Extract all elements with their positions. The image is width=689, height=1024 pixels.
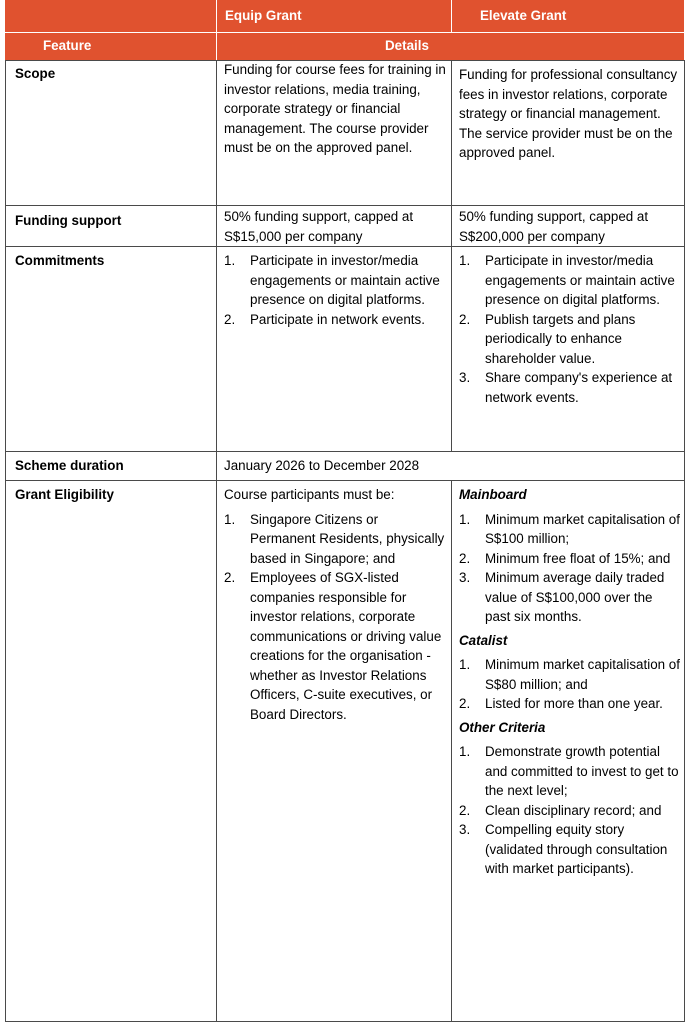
header-feature: Feature — [43, 38, 92, 53]
row-line-commitments-top — [5, 246, 684, 247]
list-item: 2. Publish targets and plans periodically to enhance shareholder value. — [459, 311, 636, 366]
commitments-elevate-list — [459, 251, 681, 407]
eligibility-equip-intro: Course participants must be: — [224, 487, 395, 502]
mainboard-heading: Mainboard — [459, 487, 527, 502]
header-elevate-cell — [451, 0, 684, 32]
row-line-duration-top — [5, 451, 684, 452]
funding-elevate-text: 50% funding support, capped at S$200,000 per company — [459, 209, 649, 244]
header-equip-grant: Equip Grant — [225, 8, 302, 23]
header-feature-cell — [5, 33, 216, 60]
header-divider-vertical — [216, 0, 217, 60]
row-label-scheme-duration: Scheme duration — [15, 458, 124, 473]
col-line-mid2-top — [451, 60, 452, 451]
row-label-commitments: Commitments — [15, 253, 105, 268]
commitments-equip-list — [224, 251, 446, 329]
list-item: 1. Minimum market capitalisation of S$80 million; and — [459, 657, 680, 692]
list-item: 2. Employees of SGX-listed companies responsible for investor relations, corporate communications or driving value creations for the organisation - whether as Investor Relations Officers, C-suite executives, or Board Directors. — [224, 570, 442, 722]
header-elevate-grant: Elevate Grant — [480, 8, 567, 23]
header-divider — [5, 32, 684, 33]
col-line-mid1 — [216, 60, 217, 1022]
list-item: 3. Share company's experience at network events. — [459, 370, 673, 405]
list-item: 1. Participate in investor/media engagements or maintain active presence on digital platforms. — [459, 253, 675, 307]
other-criteria-heading: Other Criteria — [459, 719, 546, 735]
row-line-eligibility-top — [5, 480, 684, 481]
list-item: 2. Clean disciplinary record; and — [459, 802, 662, 818]
col-line-mid2-bottom — [451, 480, 452, 1022]
scope-elevate-text: Funding for professional consultancy fees in investor relations, corporate strategy or financial management. The service provider must be on the approved panel. — [459, 67, 678, 160]
scope-equip-text: Funding for course fees for training in investor relations, media training, corporate strategy or financial management. The course provider must be on the approved panel. — [224, 62, 446, 155]
list-item: 3. Compelling equity story (validated through consultation with market participants). — [459, 822, 668, 876]
row-label-grant-eligibility: Grant Eligibility — [15, 487, 114, 502]
col-line-left — [5, 60, 6, 1022]
list-item: 1. Demonstrate growth potential and committed to invest to get to the next level; — [459, 744, 679, 798]
header-equip-cell — [216, 0, 451, 32]
list-item: 3. Minimum average daily traded value of S$100,000 over the past six months. — [459, 570, 665, 624]
header-blank-cell — [5, 0, 216, 32]
header-details-cell — [216, 33, 684, 60]
header-divider-vertical-2 — [451, 0, 452, 32]
row-label-scope: Scope — [15, 66, 56, 81]
list-item: 1. Participate in investor/media engagements or maintain active presence on digital platforms. — [224, 253, 440, 307]
catalist-heading: Catalist — [459, 632, 508, 648]
list-item: 2. Listed for more than one year. — [459, 696, 663, 711]
row-line-funding-top — [5, 205, 684, 206]
header-details: Details — [385, 38, 429, 53]
scheme-duration-text: January 2026 to December 2028 — [224, 458, 420, 473]
row-line-table-bottom — [5, 1021, 684, 1022]
col-line-right — [684, 60, 685, 1022]
eligibility-elevate-block — [459, 485, 681, 879]
list-item: 2. Minimum free float of 15%; and — [459, 550, 671, 566]
list-item: 1. Singapore Citizens or Permanent Residents, physically based in Singapore; and — [224, 511, 445, 566]
funding-equip-text: 50% funding support, capped at S$15,000 per company — [224, 209, 414, 244]
list-item: 1. Minimum market capitalisation of S$100 million; — [459, 511, 680, 546]
list-item: 2. Participate in network events. — [224, 311, 425, 327]
eligibility-equip-block — [224, 485, 446, 724]
row-label-funding-support: Funding support — [15, 213, 122, 228]
